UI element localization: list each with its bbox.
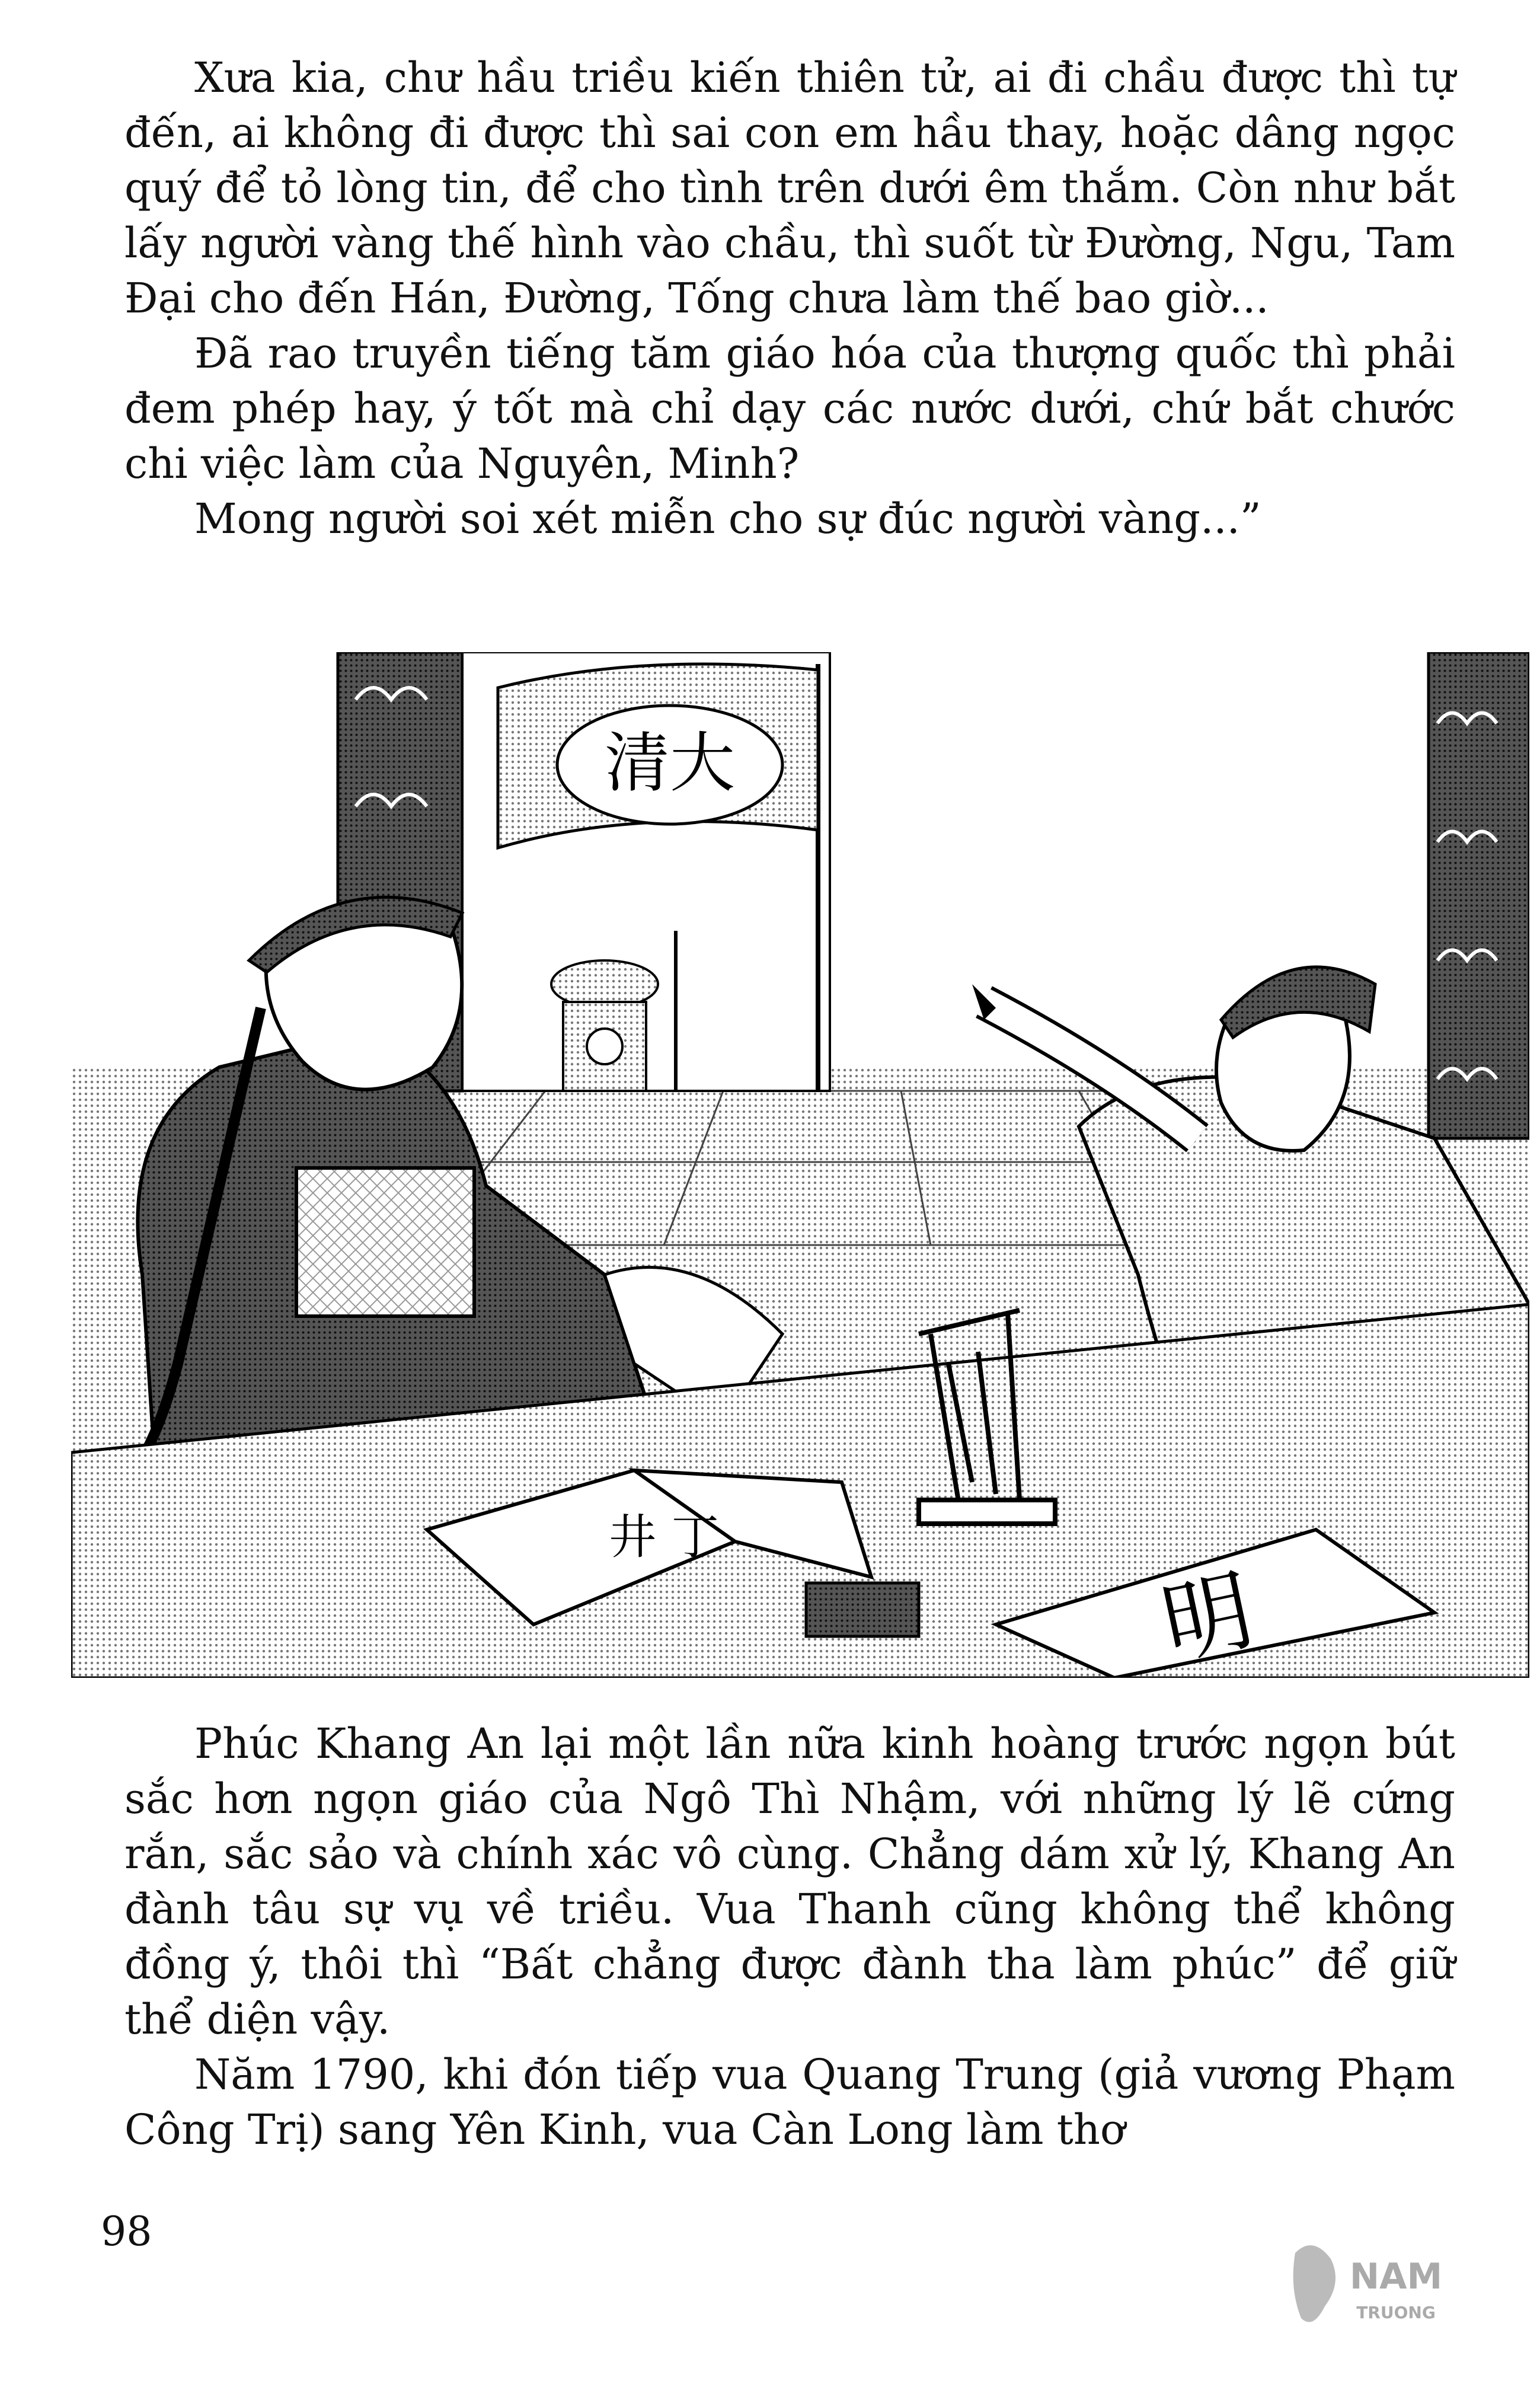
illustration <box>71 652 1529 1678</box>
paragraph: Đã rao truyền tiếng tăm giáo hóa của thượng quốc thì phải đem phép hay, ý tốt mà chỉ dạy các nước dưới, chứ bắt chước chi việc làm của Nguyên, Minh? <box>124 329 1455 488</box>
paragraph: Xưa kia, chư hầu triều kiến thiên tử, ai đi chầu được thì tự đến, ai không đi được thì sai con em hầu thay, hoặc dâng ngọc quý để tỏ lòng tin, để cho tình trên dưới êm thắm. Còn như bắt lấy người vàng thế hình vào chầu, thì suốt từ Đường, Ngu, Tam Đại cho đến Hán, Đường, Tống chưa làm thế bao giờ... <box>124 53 1455 323</box>
logo-line1: NAM <box>1349 2256 1443 2297</box>
right-pillar <box>1429 652 1529 1138</box>
paragraph: Mong người soi xét miễn cho sự đúc người vàng...” <box>194 494 1261 543</box>
bottom-text-block <box>124 1716 1455 2157</box>
paragraph: Phúc Khang An lại một lần nữa kinh hoàng trước ngọn bút sắc hơn ngọn giáo của Ngô Thì Nhậm, với những lý lẽ cứng rắn, sắc sảo và chính xác vô cùng. Chẳng dám xử lý, Khang An đành tâu sự vụ về triều. Vua Thanh cũng không thể không đồng ý, thôi thì “Bất chẳng được đành tha làm phúc” để giữ thể diện vậy. <box>124 1719 1455 2044</box>
logo-line2: TRUONG <box>1356 2303 1436 2322</box>
book-text: 井 丁 <box>609 1509 719 1565</box>
scroll-text: 明 <box>1154 1558 1263 1678</box>
paragraph: Năm 1790, khi đón tiếp vua Quang Trung (giả vương Phạm Công Trị) sang Yên Kinh, vua Càn Long làm thơ <box>124 2050 1455 2154</box>
page-number: 98 <box>101 2208 152 2255</box>
top-text-block <box>124 50 1455 547</box>
banner-text: 清大 <box>605 725 735 801</box>
publisher-logo <box>1289 2235 1461 2339</box>
rank-badge <box>296 1168 474 1316</box>
ink-stone <box>806 1583 919 1636</box>
